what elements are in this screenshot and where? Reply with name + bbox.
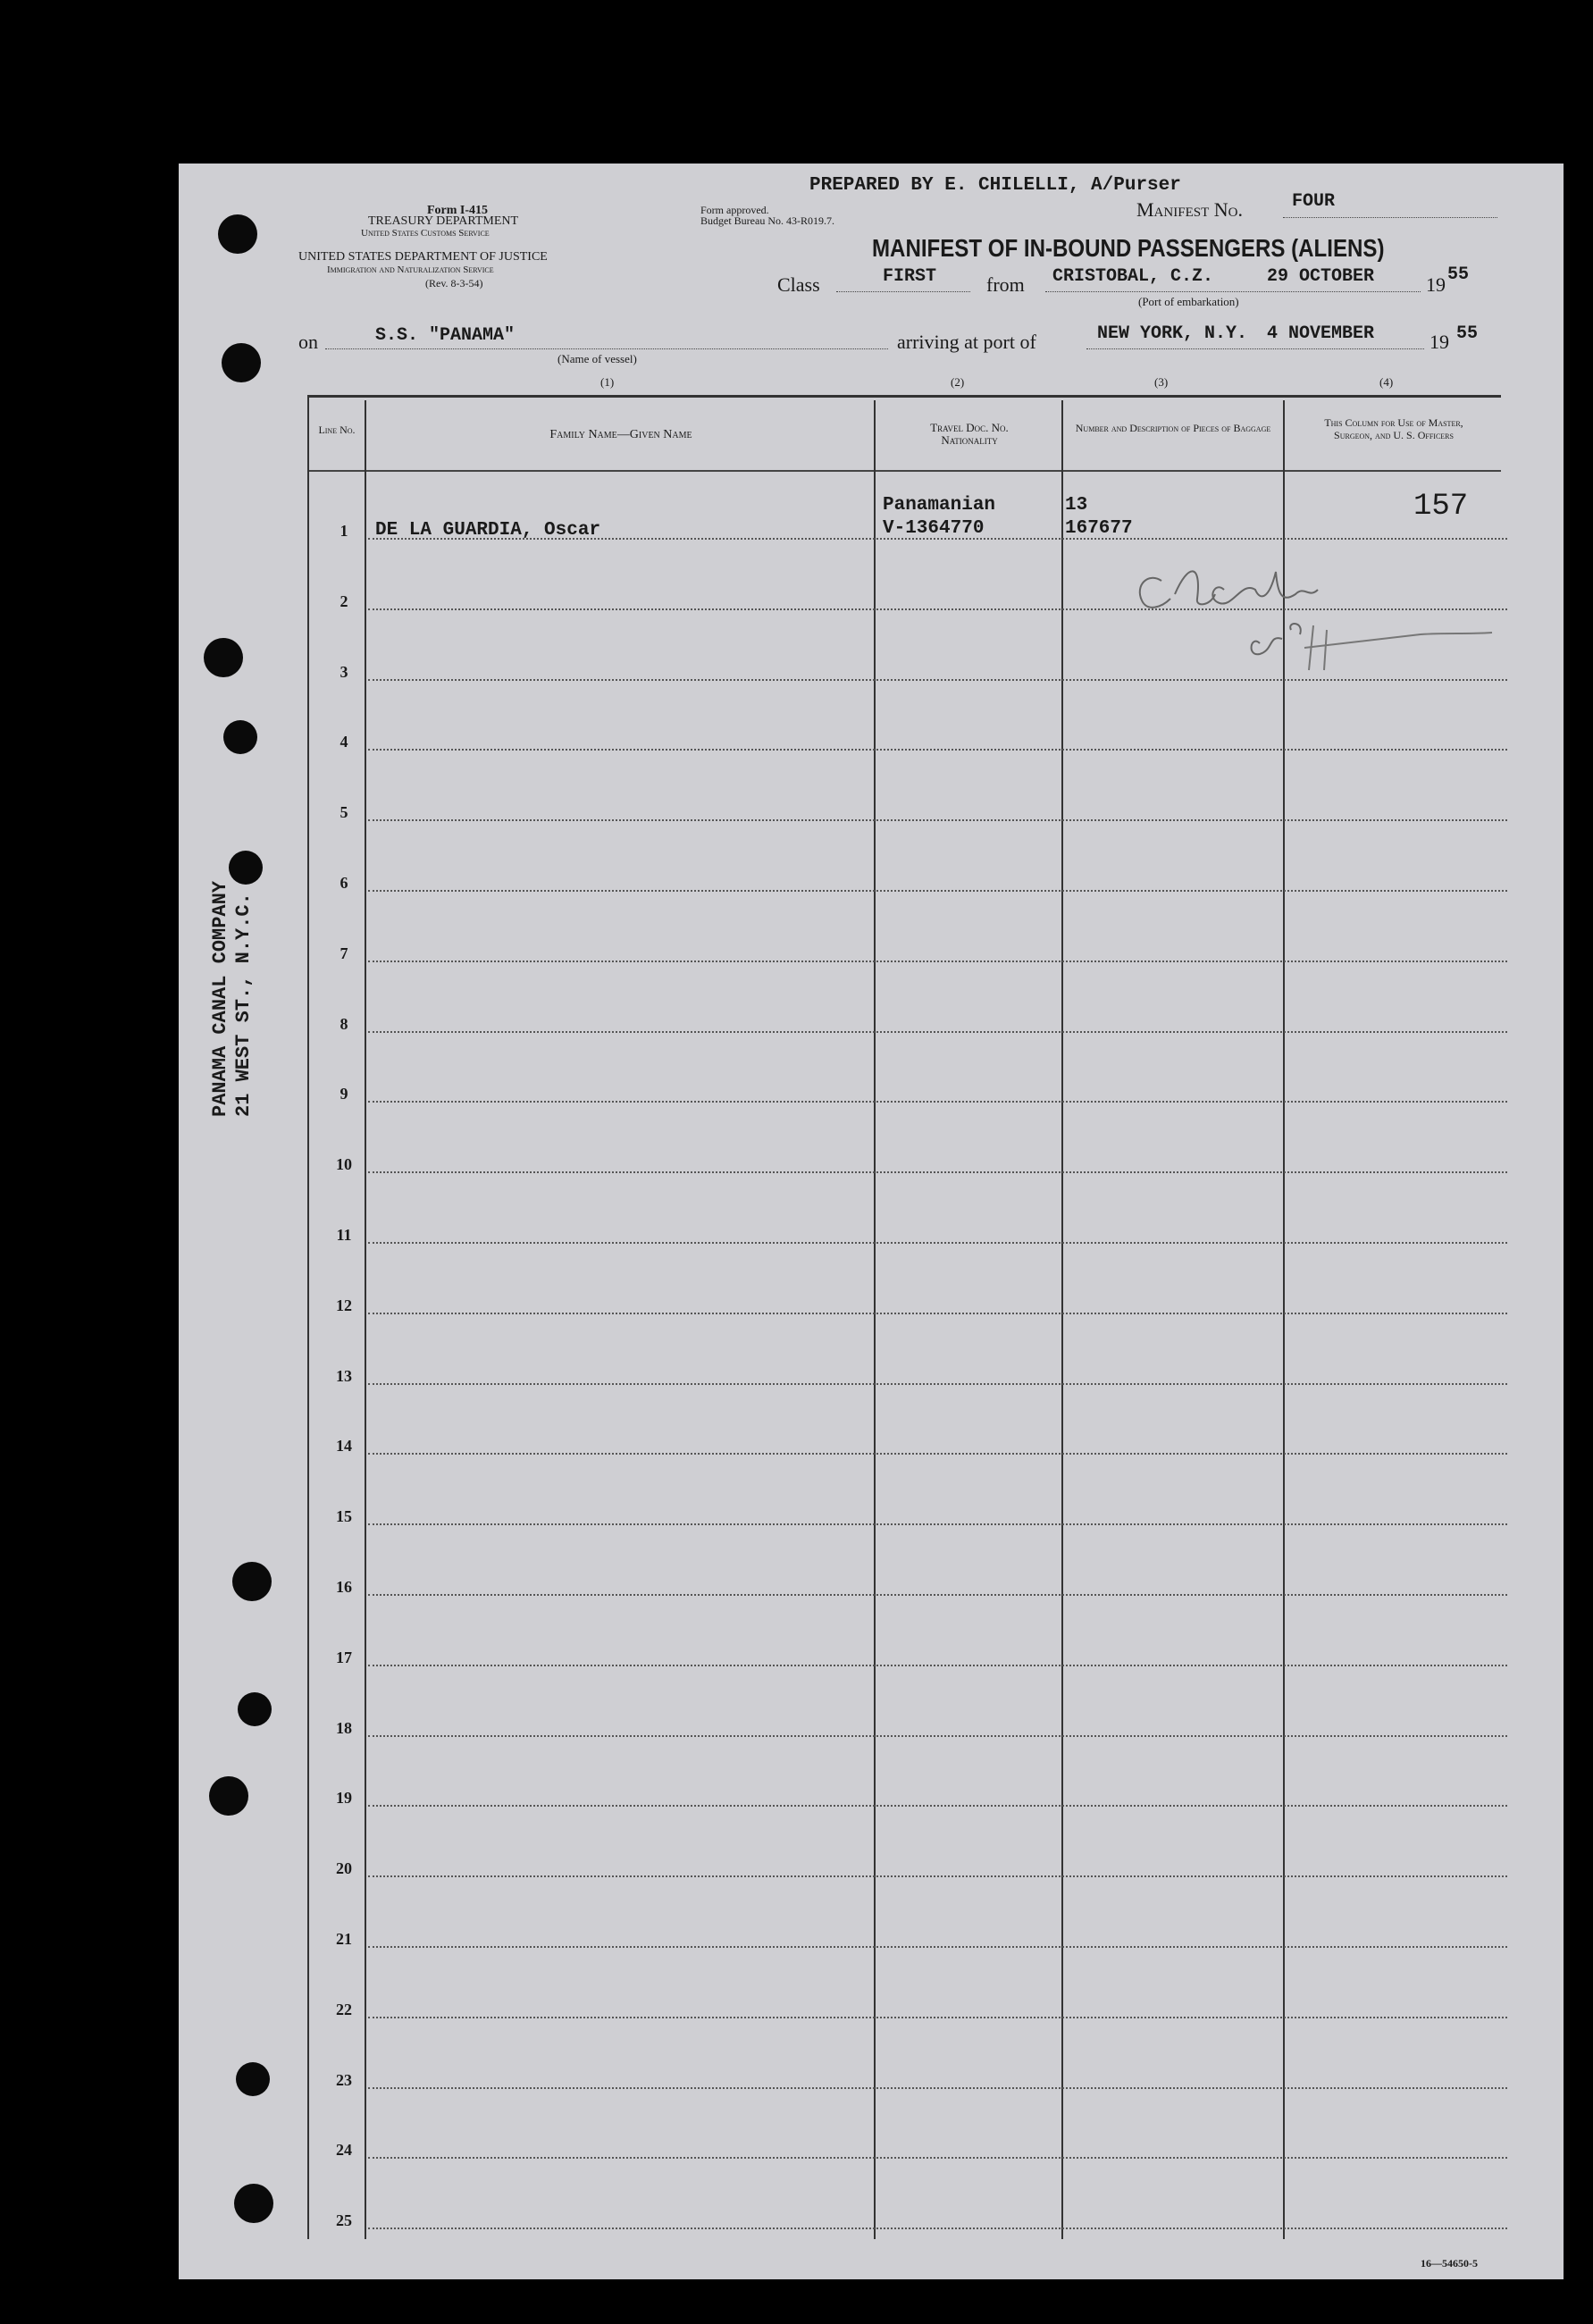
row-number: 24: [336, 2141, 352, 2160]
table-top-border: [307, 395, 1501, 398]
row-number: 15: [336, 1507, 352, 1526]
header-line-no: Line No.: [318, 424, 356, 436]
form-number: Form I-415: [427, 204, 489, 217]
table-row: [368, 1101, 1507, 1103]
table-row: [368, 2228, 1507, 2229]
table-row: [368, 1735, 1507, 1737]
ins-service: Immigration and Naturalization Service: [327, 264, 494, 275]
company-stamp: [209, 881, 256, 1117]
passenger-name: DE LA GUARDIA, Oscar: [375, 520, 601, 541]
row-number: 10: [336, 1155, 352, 1174]
stamp-line-2: 21 WEST ST., N.Y.C.: [232, 893, 255, 1117]
table-row: [368, 2017, 1507, 2018]
from-label: from: [986, 273, 1025, 296]
table-row: [368, 749, 1507, 751]
row-number: 1: [340, 522, 348, 540]
header-travel-doc: Travel Doc. No. Nationality: [930, 421, 1009, 447]
col-num-2: (2): [951, 375, 965, 389]
table-row: [368, 1031, 1507, 1033]
row-number: 16: [336, 1578, 352, 1596]
punch-hole: [222, 343, 261, 382]
vessel-name: S.S. "PANAMA": [375, 325, 516, 346]
officer-number: 157: [1413, 490, 1469, 524]
header-baggage: Number and Description of Pieces of Baggage: [1075, 422, 1271, 434]
row-number: 6: [340, 874, 348, 892]
row-number: 23: [336, 2070, 352, 2089]
row-number: 7: [340, 944, 348, 962]
class-label: Class: [777, 273, 820, 296]
header-officers: This Column for Use of Master, Surgeon, and U. S. Officers: [1324, 416, 1463, 441]
class-value: FIRST: [883, 266, 937, 287]
punch-hole: [223, 720, 257, 754]
table-row: [368, 1594, 1507, 1596]
table-header-border: [307, 470, 1501, 472]
table-row: [368, 1875, 1507, 1877]
table-row: [368, 1383, 1507, 1385]
table-row: [368, 1453, 1507, 1455]
baggage-count: 13: [1065, 495, 1088, 516]
table-row: [368, 1242, 1507, 1244]
row-number: 3: [340, 662, 348, 681]
row-number: 5: [340, 803, 348, 822]
row-number: 19: [336, 1789, 352, 1808]
punch-hole: [209, 1776, 248, 1816]
arrival-port: NEW YORK, N.Y.: [1097, 323, 1248, 344]
budget-bureau: Budget Bureau No. 43-R019.7.: [700, 214, 834, 227]
punch-hole: [218, 214, 257, 254]
handwritten-signature: [1126, 545, 1501, 679]
row-number: 18: [336, 1718, 352, 1737]
manifest-title: MANIFEST OF IN-BOUND PASSENGERS (ALIENS): [872, 234, 1385, 262]
punch-hole: [238, 1692, 272, 1726]
row-number: 11: [336, 1226, 352, 1244]
prepared-by: PREPARED BY E. CHILELLI, A/Purser: [809, 175, 1181, 196]
table-row: [368, 1313, 1507, 1314]
manifest-no-value: FOUR: [1292, 191, 1336, 212]
table-row: [368, 2157, 1507, 2159]
header-name: Family Name—Given Name: [549, 428, 692, 441]
depart-year-prefix: 19: [1426, 273, 1446, 296]
departure-date: 29 OCTOBER: [1267, 266, 1375, 287]
col-num-3: (3): [1154, 375, 1169, 389]
row-number: 21: [336, 1930, 352, 1948]
table-row: [368, 1665, 1507, 1666]
table-row: [368, 890, 1507, 892]
col-divider: [307, 395, 309, 2239]
port-embarkation-caption: (Port of embarkation): [1138, 295, 1239, 308]
stamp-line-1: PANAMA CANAL COMPANY: [209, 880, 231, 1117]
arrival-year-prefix: 19: [1430, 331, 1449, 353]
treasury-department: TREASURY DEPARTMENT: [368, 214, 519, 228]
table-row: [368, 2087, 1507, 2089]
manifest-page: [179, 164, 1564, 2279]
punch-hole: [204, 638, 243, 677]
table-row: [368, 1523, 1507, 1525]
row-number: 2: [340, 591, 348, 610]
table-row: [368, 961, 1507, 962]
row-number: 17: [336, 1648, 352, 1666]
on-label: on: [298, 331, 318, 353]
table-row: [368, 1171, 1507, 1173]
baggage-description: 167677: [1065, 518, 1133, 539]
row-number: 25: [336, 2211, 352, 2230]
footer-code: 16—54650-5: [1421, 2257, 1478, 2269]
arrival-year: 55: [1456, 323, 1479, 344]
from-port: CRISTOBAL, C.Z.: [1052, 266, 1214, 287]
punch-hole: [229, 851, 263, 885]
col-divider: [874, 400, 876, 2239]
row-number: 9: [340, 1085, 348, 1103]
row-number: 20: [336, 1859, 352, 1878]
passenger-nationality: Panamanian: [883, 495, 996, 516]
table-row: [368, 819, 1507, 821]
arrival-date: 4 NOVEMBER: [1267, 323, 1375, 344]
departure-year: 55: [1447, 264, 1470, 285]
form-approved: Form approved.: [700, 204, 769, 216]
punch-hole: [236, 2062, 270, 2096]
vessel-caption: (Name of vessel): [558, 352, 637, 365]
form-revision: (Rev. 8-3-54): [425, 277, 483, 289]
table-row: [368, 1805, 1507, 1807]
row-number: 12: [336, 1296, 352, 1314]
row-number: 8: [340, 1014, 348, 1033]
passenger-doc-no: V-1364770: [883, 518, 985, 539]
row-number: 22: [336, 2000, 352, 2018]
arriving-label: arriving at port of: [897, 331, 1036, 353]
col-divider: [1061, 400, 1063, 2239]
manifest-no-label: Manifest No.: [1136, 198, 1243, 221]
row-number: 13: [336, 1366, 352, 1385]
punch-hole: [234, 2184, 273, 2223]
col-num-1: (1): [600, 375, 615, 389]
punch-hole: [232, 1562, 272, 1601]
justice-department: UNITED STATES DEPARTMENT OF JUSTICE: [298, 250, 548, 264]
table-row: [368, 1946, 1507, 1948]
row-number: 4: [340, 733, 348, 751]
col-num-4: (4): [1379, 375, 1394, 389]
customs-service: United States Customs Service: [361, 228, 490, 239]
row-number: 14: [336, 1437, 352, 1456]
